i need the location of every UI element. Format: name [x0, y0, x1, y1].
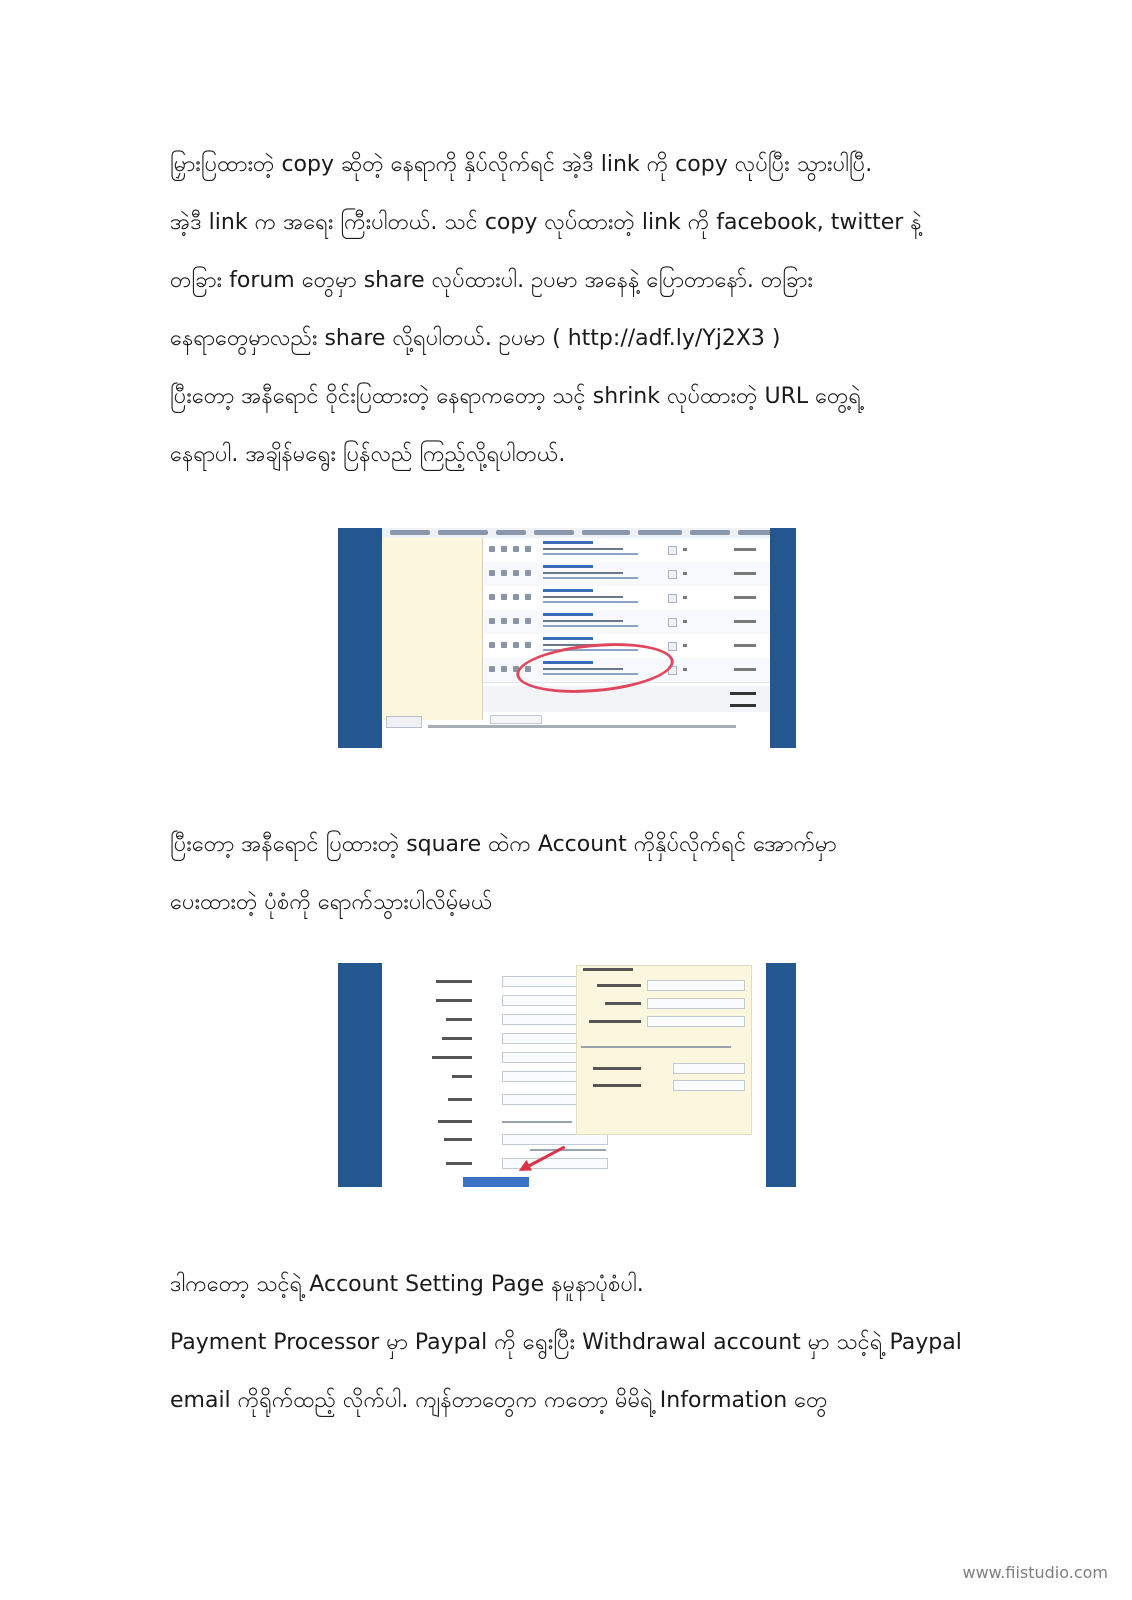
- table-row: [483, 562, 770, 587]
- text-line: မြှားပြထားတဲ့ copy ဆိုတဲ့ နေရာကို နှိပ်လိုက်ရင် အဲ့ဒီ link ကို copy လုပ်ပြီး သွားပါပြီ.: [170, 152, 873, 177]
- text-line: တခြား forum တွေမှာ share လုပ်ထားပါ. ဥပမာ အနေနဲ့ ပြောတာနော်. တခြား: [170, 268, 813, 293]
- text-line: ပေးထားတဲ့ ပုံစံကို ရောက်သွားပါလိမ့်မယ်: [170, 890, 493, 915]
- totals-row: [483, 686, 770, 712]
- save-button[interactable]: [463, 1177, 529, 1187]
- status-text: [428, 725, 736, 728]
- account-settings-screenshot: [338, 963, 796, 1187]
- left-sidebar: [338, 963, 382, 1187]
- paragraph-1: [170, 136, 970, 484]
- text-line: ပြီးတော့ အနီရောင် ပြထားတဲ့ square ထဲက Account ကိုနှိပ်လိုက်ရင် အောက်မှာ: [170, 832, 837, 857]
- table-row: [483, 538, 770, 563]
- configure-button[interactable]: [386, 716, 422, 728]
- link-stats-screenshot: [338, 528, 796, 748]
- text-line: နေရာပါ. အချိန်မရွေး ပြန်လည် ကြည့်လို့ရပါတယ်.: [170, 442, 566, 467]
- text-line: ဒါကတော့ သင့်ရဲ့ Account Setting Page နမူနာပုံစံပါ.: [170, 1272, 644, 1297]
- paragraph-3: [170, 1256, 970, 1430]
- text-line: ပြီးတော့ အနီရောင် ဝိုင်းပြထားတဲ့ နေရာကတော့ သင့် shrink လုပ်ထားတဲ့ URL တွေ့ရဲ့: [170, 384, 862, 409]
- right-sidebar: [770, 528, 796, 748]
- right-sidebar: [766, 963, 796, 1187]
- left-panel: [382, 538, 483, 720]
- paragraph-2: [170, 816, 970, 932]
- table-row: [483, 610, 770, 635]
- text-line: အဲ့ဒီ link က အရေး ကြီးပါတယ်. သင် copy လုပ်ထားတဲ့ link ကို facebook, twitter နဲ့: [170, 210, 922, 235]
- text-line: Payment Processor မှာ Paypal ကို ရွေးပြီး Withdrawal account မှာ သင့်ရဲ့ Paypal: [170, 1330, 962, 1355]
- left-sidebar: [338, 528, 382, 748]
- payment-panel: [576, 965, 752, 1135]
- table-row: [483, 586, 770, 611]
- footer-watermark: www.fiistudio.com: [962, 1563, 1108, 1582]
- pager[interactable]: [490, 715, 542, 724]
- text-line: email ကိုရိုက်ထည့် လိုက်ပါ. ကျန်တာတွေက ကတော့ မိမိရဲ့ Information တွေ: [170, 1388, 828, 1413]
- text-line: နေရာတွေမှာလည်း share လို့ရပါတယ်. ဥပမာ ( http://adf.ly/Yj2X3 ): [170, 326, 781, 351]
